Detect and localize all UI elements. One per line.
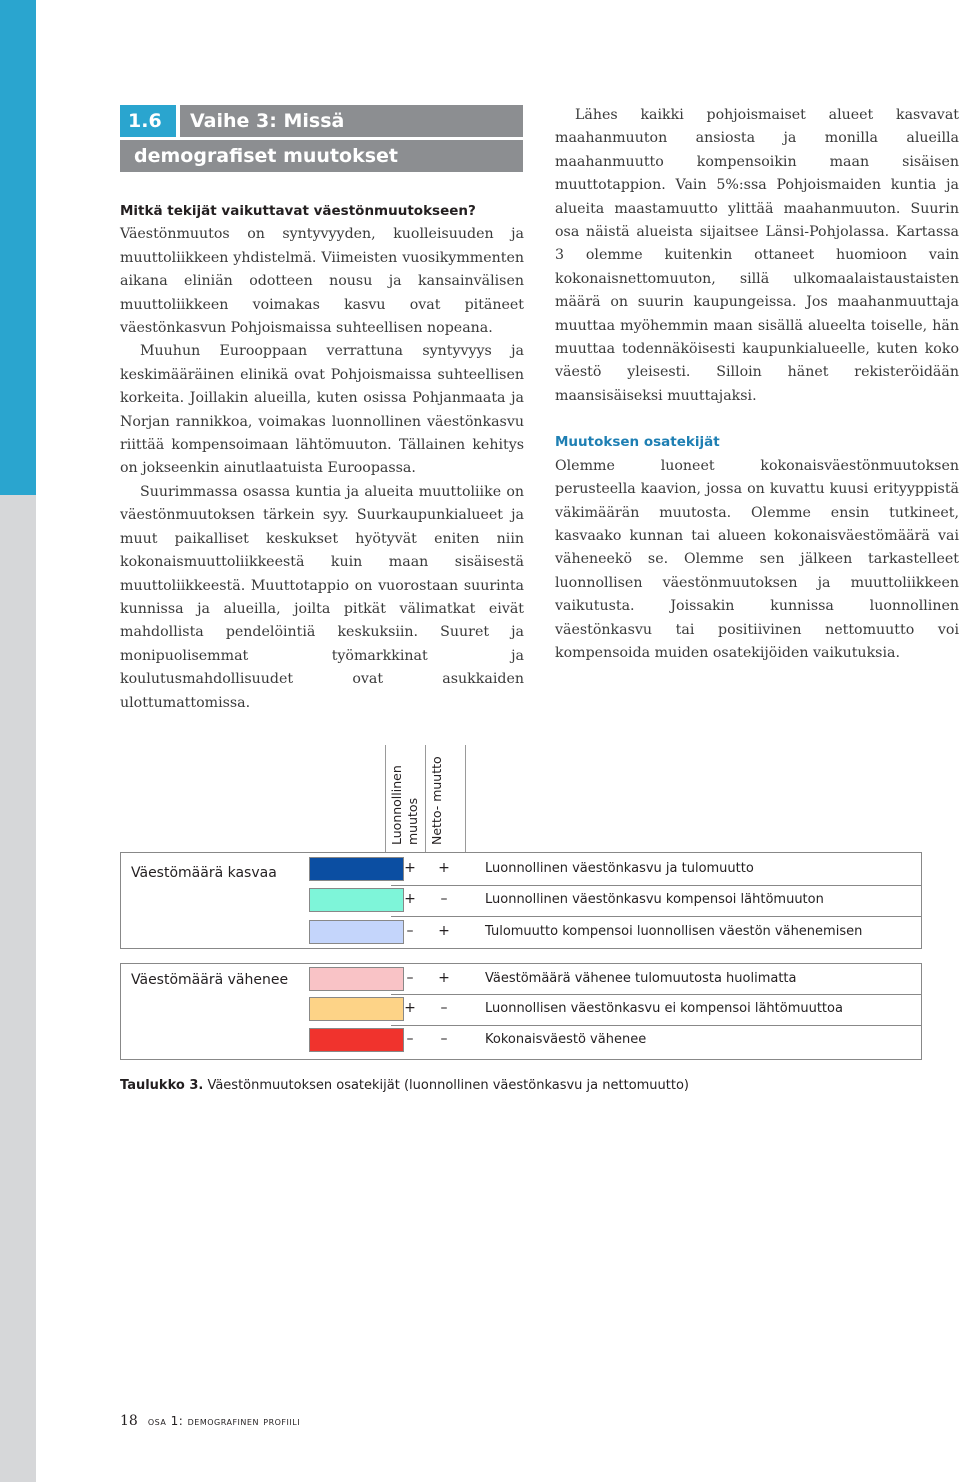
row-description: Luonnollinen väestönkasvu kompensoi lähtömuuton (485, 892, 824, 907)
natural-sign: + (404, 891, 416, 907)
natural-sign: + (404, 1000, 416, 1016)
group-label-decrease: Väestömäärä vähenee (131, 972, 289, 988)
sidebar-accent-bottom (0, 495, 36, 1482)
color-swatch-pink (309, 967, 404, 991)
group-population-decrease (120, 963, 922, 1060)
page-number: 18 (120, 1413, 138, 1429)
table-row (121, 917, 921, 947)
right-paragraph-1: Lähes kaikki pohjoismaiset alueet kasvavat maahanmuuton ansiosta ja monilla alueilla maahanmuutto kompensoikin maan sisäisen muuttotappion. Vain 5%:ssa Pohjoismaiden kuntia ja alueita maastamuutto ylittää maahanmuuton. Suurin osa näistä alueista sijaitsee Länsi-Pohjolassa. Kartassa 3 olemme kuitenkin ottaneet huomioon vain kokonaisnettomuuton, sillä ulkomaalaistaustaisten määrä on suurin kaupungeissa. Jos maahanmuuttaja muuttaa myöhemmin maan sisällä alueelta toiselle, hän muuttaa todennäköisesti kaupunkialueelle, kuten koko väestö yleisesti. Silloin hänet rekisteröidään maansisäiseksi muuttajaksi. (555, 107, 959, 404)
header-net-migration: Netto- muutto (429, 756, 444, 845)
row-description: Kokonaisväestö vähenee (485, 1032, 647, 1047)
left-heading: Mitkä tekijät vaikuttavat väestönmuutokseen? (120, 203, 476, 219)
net-sign: – (440, 891, 448, 907)
natural-sign: – (406, 970, 414, 986)
right-paragraph-2: Olemme luoneet kokonaisväestönmuutoksen perusteella kaavion, jossa on kuvattu kuusi erityyppistä väkimäärän muutosta. Olemme ensin tutkineet, kasvaako kunnan tai alueen kokonaisväestömäärä vai väheneekö se. Olemme sen jälkeen tarkastelleet luonnollisen väestönmuutoksen ja muuttoliikkeen vaikutusta. Joissakin kunnissa luonnollinen väestönkasvu tai positiivinen nettomuutto voi kompensoida muiden osatekijöiden vaikutuksia. (555, 457, 959, 661)
sidebar-accent-top (0, 0, 36, 495)
table-row (121, 885, 921, 915)
color-swatch-orange (309, 997, 404, 1021)
page-footer (120, 1413, 300, 1429)
row-description: Luonnollisen väestönkasvu ei kompensoi lähtömuuttoa (485, 1001, 843, 1016)
table-row (121, 854, 921, 884)
color-swatch-dark-blue (309, 857, 404, 881)
table-caption (120, 1078, 689, 1093)
net-sign: + (438, 860, 450, 876)
section-number: 1.6 (120, 105, 176, 137)
right-heading: Muutoksen osatekijät (555, 434, 720, 451)
color-swatch-red (309, 1028, 404, 1052)
natural-sign: + (404, 860, 416, 876)
net-sign: + (438, 970, 450, 986)
section-title-line1: Vaihe 3: Missä (180, 105, 523, 137)
row-description: Luonnollinen väestönkasvu ja tulomuutto (485, 861, 754, 876)
left-paragraph-1: Väestönmuutos on syntyvyyden, kuolleisuuden ja muuttoliikkeen yhdistelmä. Viimeisten vuosikymmenten aikana eliniän odotteen nousu ja kansainvälisen muuttoliikkeen voimakas kasvu ovat pitäneet väestönkasvun Pohjoismaissa suhteellisen nopeana. (120, 226, 524, 337)
color-swatch-turquoise (309, 888, 404, 912)
header-divider-left (385, 745, 386, 853)
net-sign: + (438, 923, 450, 939)
table-row (121, 964, 921, 994)
left-paragraph-3: Suurimmassa osassa kuntia ja alueita muuttoliike on väestönmuutoksen tärkein syy. Suurkaupunkialueet ja muut paikalliset keskukset hyötyvät eniten niin kokonaismuuttoliikkeestä kuin maan sisäisestä muuttoliikkeestä. Muuttotappio on vuorostaan suurinta kunnissa ja alueilla, joilta pitkät välimatkat eivät mahdollista pendelöintiä keskuksiin. Suuret ja monipuolisemmat työmarkkinat ja koulutusmahdollisuudet ovat asukkaiden ulottumattomissa. (120, 483, 524, 711)
color-swatch-light-blue (309, 920, 404, 944)
left-paragraph-2: Muuhun Eurooppaan verrattuna syntyvyys ja keskimääräinen elinikä ovat Pohjoismaissa suhteellisen korkeita. Joillakin alueilla, kuten osissa Pohjanmaata ja Norjan rannikkoa, voimakas luonnollinen väestönkasvu riittää kompensoimaan lähtömuuton. Tällainen kehitys on jokseenkin ainutlaatuista Euroopassa. (120, 343, 524, 477)
row-description: Väestömäärä vähenee tulomuutosta huolimatta (485, 971, 797, 986)
header-natural-change: Luonnollinen muutos (389, 765, 420, 845)
table-row (121, 994, 921, 1024)
section-title-line2: demografiset muutokset tapahtuvat? (120, 140, 523, 172)
header-divider-middle (425, 745, 426, 853)
natural-sign: – (406, 1031, 414, 1047)
caption-text: Väestönmuutoksen osatekijät (luonnollinen väestönkasvu ja nettomuutto) (203, 1078, 690, 1093)
left-column (120, 200, 524, 715)
net-sign: – (440, 1000, 448, 1016)
right-column (555, 104, 959, 665)
part-title: osa 1: demografinen profiili (147, 1414, 301, 1428)
natural-sign: – (406, 923, 414, 939)
group-label-increase: Väestömäärä kasvaa (131, 865, 277, 881)
row-description: Tulomuutto kompensoi luonnollisen väestön vähenemisen (485, 924, 863, 939)
table-row (121, 1025, 921, 1055)
caption-label: Taulukko 3. (120, 1078, 204, 1093)
net-sign: – (440, 1031, 448, 1047)
group-population-increase (120, 852, 922, 949)
header-divider-right (465, 745, 466, 853)
